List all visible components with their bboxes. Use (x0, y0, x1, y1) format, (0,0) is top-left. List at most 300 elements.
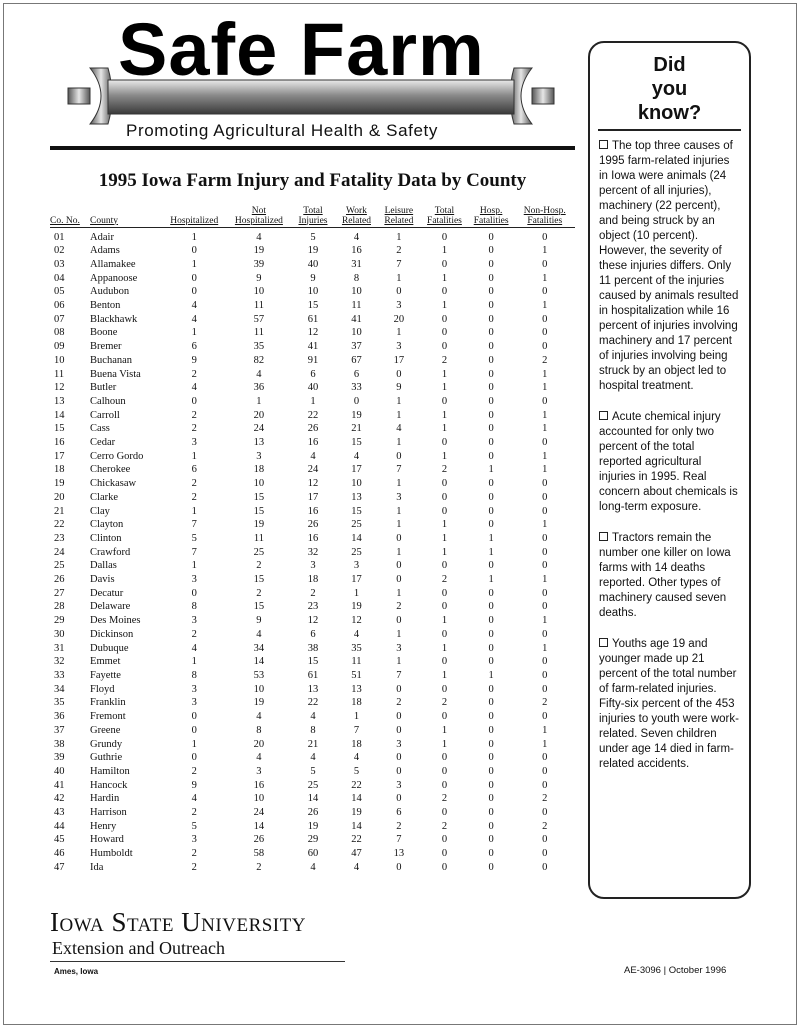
cell-hosp-fatalities: 0 (488, 683, 494, 695)
cell-leisure-related: 2 (396, 245, 402, 257)
cell-co-no: 13 (54, 395, 65, 407)
cell-not-hospitalized: 24 (253, 423, 265, 435)
cell-not-hospitalized: 8 (256, 724, 262, 736)
table-row (50, 381, 575, 395)
table-row (50, 669, 575, 683)
cell-county: Hancock (90, 779, 128, 791)
cell-county: Des Moines (90, 615, 141, 627)
table-row (50, 285, 575, 299)
cell-leisure-related: 0 (396, 532, 402, 544)
cell-hospitalized: 1 (191, 560, 197, 572)
cell-hospitalized: 2 (191, 423, 197, 435)
cell-hosp-fatalities: 0 (488, 368, 494, 380)
cell-hosp-fatalities: 0 (488, 341, 494, 353)
cell-not-hospitalized: 15 (253, 491, 265, 503)
header-nonhosp-fatalities: Non-Hosp. Fatalities (514, 197, 575, 227)
cell-county: Appanoose (90, 272, 138, 284)
cell-nonhosp-fatalities: 0 (542, 711, 548, 723)
table-row (50, 395, 575, 409)
cell-co-no: 47 (54, 861, 65, 873)
table-row (50, 724, 575, 738)
cell-not-hospitalized: 53 (253, 670, 265, 681)
table-row (50, 518, 575, 532)
cell-co-no: 29 (54, 615, 65, 627)
table-row (50, 272, 575, 286)
cell-not-hospitalized: 19 (253, 519, 265, 531)
cell-nonhosp-fatalities: 1 (542, 409, 548, 421)
cell-leisure-related: 3 (396, 341, 402, 353)
cell-county: Allamakee (90, 258, 136, 270)
cell-co-no: 32 (54, 656, 65, 668)
cell-not-hospitalized: 13 (253, 437, 265, 449)
cell-nonhosp-fatalities: 2 (542, 697, 548, 709)
cell-county: Hamilton (90, 765, 130, 777)
cell-total-fatalities: 1 (441, 409, 448, 421)
cell-leisure-related: 3 (396, 779, 402, 791)
cell-hospitalized: 3 (191, 615, 197, 627)
cell-nonhosp-fatalities: 2 (542, 820, 548, 832)
cell-hosp-fatalities: 0 (488, 313, 494, 325)
cell-county: Benton (90, 300, 121, 312)
cell-hospitalized: 1 (191, 258, 197, 270)
header-hosp-fatalities: Hosp. Fatalities (468, 197, 515, 227)
cell-nonhosp-fatalities: 1 (542, 245, 548, 257)
cell-total-injuries: 8 (310, 724, 316, 736)
cell-leisure-related: 1 (396, 628, 402, 640)
cell-nonhosp-fatalities: 0 (542, 491, 548, 503)
cell-hosp-fatalities: 0 (488, 382, 494, 394)
cell-hosp-fatalities: 0 (488, 300, 494, 312)
table-body (50, 227, 575, 875)
cell-total-fatalities: 1 (441, 368, 448, 380)
cell-total-injuries: 38 (307, 642, 319, 654)
cell-leisure-related: 1 (396, 409, 402, 421)
checkbox-icon (599, 638, 608, 647)
injury-data-table (50, 197, 575, 875)
cell-co-no: 28 (54, 601, 65, 613)
did-you-know-sidebar (588, 41, 751, 899)
cell-work-related: 15 (351, 505, 362, 517)
cell-total-injuries: 24 (307, 464, 319, 476)
cell-not-hospitalized: 2 (256, 560, 262, 572)
table-row (50, 546, 575, 560)
cell-hosp-fatalities: 1 (488, 464, 494, 476)
cell-hospitalized: 4 (191, 313, 197, 325)
cell-leisure-related: 0 (396, 711, 402, 723)
cell-work-related: 11 (351, 656, 362, 668)
cell-not-hospitalized: 15 (253, 601, 265, 613)
cell-county: Boone (90, 327, 118, 339)
cell-nonhosp-fatalities: 1 (542, 382, 548, 394)
checkbox-icon (599, 411, 608, 420)
cell-total-fatalities: 1 (441, 615, 448, 627)
cell-hospitalized: 3 (191, 834, 197, 846)
cell-nonhosp-fatalities: 0 (542, 807, 548, 819)
cell-work-related: 41 (351, 313, 362, 325)
cell-co-no: 25 (54, 560, 65, 572)
table-row (50, 861, 575, 875)
cell-total-fatalities: 0 (441, 505, 448, 517)
cell-total-injuries: 41 (307, 341, 319, 353)
cell-hosp-fatalities: 0 (488, 752, 494, 764)
table-row (50, 642, 575, 656)
cell-leisure-related: 7 (396, 258, 402, 270)
table-title: 1995 Iowa Farm Injury and Fatality Data by County (98, 170, 527, 191)
header-hospitalized: Hospitalized (160, 197, 228, 227)
cell-total-fatalities: 0 (441, 807, 448, 819)
cell-not-hospitalized: 14 (253, 656, 265, 668)
cell-not-hospitalized: 20 (253, 738, 265, 750)
cell-hospitalized: 8 (191, 670, 197, 681)
cell-hosp-fatalities: 0 (488, 505, 494, 517)
cell-not-hospitalized: 18 (253, 464, 265, 476)
cell-hosp-fatalities: 0 (488, 724, 494, 736)
cell-total-injuries: 14 (307, 793, 319, 805)
cell-hosp-fatalities: 0 (488, 807, 494, 819)
cell-total-fatalities: 0 (441, 834, 448, 846)
cell-not-hospitalized: 10 (253, 478, 265, 490)
cell-county: Fayette (90, 670, 121, 681)
cell-leisure-related: 1 (396, 327, 402, 339)
cell-work-related: 13 (351, 491, 362, 503)
cell-hosp-fatalities: 0 (488, 258, 494, 270)
cell-total-injuries: 25 (307, 779, 319, 791)
cell-total-fatalities: 0 (441, 656, 448, 668)
cell-leisure-related: 6 (396, 807, 402, 819)
header-not-hospitalized: Not Hospitalized (228, 197, 290, 227)
cell-work-related: 18 (351, 697, 362, 709)
cell-co-no: 43 (54, 807, 65, 819)
cell-hospitalized: 9 (191, 779, 197, 791)
cell-leisure-related: 1 (396, 587, 402, 599)
cell-hospitalized: 1 (191, 327, 197, 339)
cell-total-injuries: 26 (307, 423, 319, 435)
cell-work-related: 1 (353, 711, 360, 723)
cell-county: Emmet (90, 656, 121, 668)
cell-county: Davis (90, 574, 115, 586)
cell-nonhosp-fatalities: 1 (542, 519, 548, 531)
cell-co-no: 30 (54, 628, 65, 640)
cell-co-no: 04 (54, 272, 65, 284)
cell-leisure-related: 1 (396, 656, 402, 668)
cell-co-no: 05 (54, 286, 65, 298)
cell-work-related: 18 (351, 738, 362, 750)
table-row (50, 587, 575, 601)
cell-work-related: 17 (351, 464, 362, 476)
cell-not-hospitalized: 11 (253, 532, 264, 544)
cell-work-related: 25 (351, 519, 362, 531)
cell-hosp-fatalities: 0 (488, 491, 494, 503)
cell-not-hospitalized: 82 (253, 354, 265, 366)
cell-hospitalized: 2 (191, 491, 197, 503)
cell-co-no: 07 (54, 313, 65, 325)
cell-county: Butler (90, 382, 117, 394)
table-row (50, 600, 575, 614)
cell-total-injuries: 15 (307, 656, 319, 668)
cell-co-no: 11 (54, 368, 65, 380)
cell-leisure-related: 2 (396, 820, 402, 832)
table-row (50, 354, 575, 368)
header-county: County (86, 197, 160, 227)
cell-county: Delaware (90, 601, 131, 613)
cell-nonhosp-fatalities: 1 (542, 464, 548, 476)
fact-item (599, 139, 740, 394)
cell-not-hospitalized: 3 (256, 450, 262, 462)
cell-hospitalized: 0 (191, 272, 197, 284)
cell-total-injuries: 22 (307, 409, 319, 421)
cell-county: Buchanan (90, 354, 133, 366)
cell-total-fatalities: 0 (441, 286, 448, 298)
cell-work-related: 19 (351, 601, 362, 613)
cell-co-no: 37 (54, 724, 65, 736)
cell-total-injuries: 4 (310, 752, 316, 764)
cell-hospitalized: 4 (191, 793, 197, 805)
cell-county: Hardin (90, 793, 120, 805)
cell-total-fatalities: 1 (441, 272, 448, 284)
cell-hosp-fatalities: 0 (488, 656, 494, 668)
cell-total-fatalities: 0 (441, 341, 448, 353)
cell-co-no: 18 (54, 464, 65, 476)
cell-work-related: 22 (351, 779, 362, 791)
cell-work-related: 10 (351, 478, 362, 490)
cell-hosp-fatalities: 0 (488, 437, 494, 449)
cell-hosp-fatalities: 0 (488, 327, 494, 339)
cell-hosp-fatalities: 0 (488, 409, 494, 421)
cell-county: Grundy (90, 738, 123, 750)
cell-total-injuries: 4 (310, 711, 316, 723)
cell-leisure-related: 7 (396, 834, 402, 846)
cell-county: Crawford (90, 546, 131, 558)
cell-total-injuries: 5 (310, 765, 316, 777)
cell-total-fatalities: 1 (441, 546, 448, 558)
cell-nonhosp-fatalities: 0 (542, 601, 548, 613)
cell-total-injuries: 26 (307, 807, 319, 819)
cell-not-hospitalized: 3 (256, 765, 262, 777)
cell-total-injuries: 4 (310, 861, 316, 873)
cell-leisure-related: 2 (396, 697, 402, 709)
cell-total-injuries: 61 (307, 670, 319, 681)
cell-nonhosp-fatalities: 0 (542, 779, 548, 791)
cell-total-fatalities: 2 (441, 574, 448, 586)
cell-work-related: 3 (353, 560, 360, 572)
cell-county: Adams (90, 245, 120, 257)
cell-not-hospitalized: 24 (253, 807, 265, 819)
cell-co-no: 15 (54, 423, 65, 435)
cell-nonhosp-fatalities: 0 (542, 560, 548, 572)
cell-work-related: 12 (351, 615, 362, 627)
cell-not-hospitalized: 10 (253, 286, 265, 298)
cell-total-fatalities: 0 (441, 491, 448, 503)
cell-total-fatalities: 0 (441, 395, 448, 407)
cell-leisure-related: 4 (396, 423, 402, 435)
cell-not-hospitalized: 25 (253, 546, 265, 558)
cell-nonhosp-fatalities: 0 (542, 628, 548, 640)
cell-total-injuries: 21 (307, 738, 319, 750)
cell-total-fatalities: 1 (441, 245, 448, 257)
cell-hosp-fatalities: 1 (488, 670, 494, 681)
brand-title: Safe Farm (118, 8, 485, 91)
cell-not-hospitalized: 58 (253, 848, 265, 860)
cell-co-no: 39 (54, 752, 65, 764)
cell-leisure-related: 0 (396, 615, 402, 627)
cell-not-hospitalized: 9 (256, 272, 262, 284)
cell-hosp-fatalities: 1 (488, 546, 494, 558)
university-unit: Extension and Outreach (52, 938, 225, 958)
cell-leisure-related: 3 (396, 491, 402, 503)
cell-hospitalized: 0 (191, 587, 197, 599)
cell-leisure-related: 0 (396, 752, 402, 764)
cell-leisure-related: 13 (393, 848, 405, 860)
cell-work-related: 19 (351, 409, 362, 421)
cell-work-related: 5 (353, 765, 360, 777)
table-row (50, 326, 575, 340)
cell-total-injuries: 16 (307, 532, 319, 544)
cell-nonhosp-fatalities: 0 (542, 752, 548, 764)
cell-hosp-fatalities: 0 (488, 711, 494, 723)
cell-total-fatalities: 1 (441, 670, 448, 681)
cell-nonhosp-fatalities: 1 (542, 615, 548, 627)
cell-leisure-related: 0 (396, 861, 402, 873)
cell-co-no: 12 (54, 382, 65, 394)
cell-total-fatalities: 1 (441, 450, 448, 462)
cell-total-fatalities: 2 (441, 820, 448, 832)
cell-hospitalized: 2 (191, 848, 197, 860)
cell-hospitalized: 2 (191, 409, 197, 421)
cell-leisure-related: 0 (396, 793, 402, 805)
cell-hospitalized: 0 (191, 245, 197, 257)
cell-not-hospitalized: 36 (253, 382, 265, 394)
cell-hosp-fatalities: 0 (488, 519, 494, 531)
cell-co-no: 40 (54, 765, 65, 777)
cell-hosp-fatalities: 0 (488, 272, 494, 284)
cell-leisure-related: 9 (396, 382, 402, 394)
table-row (50, 847, 575, 861)
cell-hospitalized: 0 (191, 286, 197, 298)
cell-hosp-fatalities: 0 (488, 601, 494, 613)
cell-county: Greene (90, 724, 121, 736)
cell-work-related: 0 (353, 395, 360, 407)
header-total-fatalities: Total Fatalities (421, 197, 468, 227)
cell-co-no: 26 (54, 574, 65, 586)
brand-tagline: Promoting Agricultural Health & Safety (126, 121, 438, 140)
cell-leisure-related: 1 (396, 395, 402, 407)
cell-county: Blackhawk (90, 313, 138, 325)
cell-co-no: 14 (54, 409, 65, 421)
cell-total-injuries: 23 (307, 601, 319, 613)
cell-county: Clay (90, 505, 110, 517)
cell-nonhosp-fatalities: 0 (542, 587, 548, 599)
table-row (50, 409, 575, 423)
table-row (50, 833, 575, 847)
cell-hosp-fatalities: 0 (488, 848, 494, 860)
cell-work-related: 19 (351, 807, 362, 819)
cell-total-injuries: 40 (307, 258, 319, 270)
cell-total-fatalities: 2 (441, 464, 448, 476)
cell-hosp-fatalities: 0 (488, 738, 494, 750)
cell-not-hospitalized: 4 (256, 231, 262, 243)
cell-co-no: 31 (54, 642, 65, 654)
cell-co-no: 23 (54, 532, 65, 544)
cell-total-fatalities: 2 (441, 354, 448, 366)
cell-work-related: 14 (351, 820, 362, 832)
cell-leisure-related: 0 (396, 683, 402, 695)
cell-not-hospitalized: 4 (256, 628, 262, 640)
cell-total-injuries: 15 (307, 300, 319, 312)
cell-nonhosp-fatalities: 0 (542, 861, 548, 873)
cell-work-related: 22 (351, 834, 362, 846)
header-leisure-related: Leisure Related (377, 197, 422, 227)
cell-county: Guthrie (90, 752, 123, 764)
cell-co-no: 35 (54, 697, 65, 709)
cell-nonhosp-fatalities: 1 (542, 450, 548, 462)
cell-total-fatalities: 1 (441, 423, 448, 435)
table-row (50, 299, 575, 313)
table-row (50, 751, 575, 765)
cell-leisure-related: 3 (396, 642, 402, 654)
cell-total-injuries: 60 (307, 848, 319, 860)
cell-county: Audubon (90, 286, 130, 298)
cell-leisure-related: 0 (396, 560, 402, 572)
cell-not-hospitalized: 20 (253, 409, 265, 421)
cell-nonhosp-fatalities: 0 (542, 258, 548, 270)
cell-co-no: 27 (54, 587, 65, 599)
cell-total-fatalities: 0 (441, 560, 448, 572)
cell-work-related: 8 (353, 272, 360, 284)
cell-hosp-fatalities: 0 (488, 642, 494, 654)
university-name: Iowa State University (50, 907, 306, 937)
cell-county: Carroll (90, 409, 120, 421)
cell-nonhosp-fatalities: 2 (542, 354, 548, 366)
cell-hospitalized: 2 (191, 765, 197, 777)
cell-leisure-related: 7 (396, 670, 402, 681)
table-row (50, 765, 575, 779)
cell-county: Cerro Gordo (90, 450, 144, 462)
cell-hospitalized: 0 (191, 724, 197, 736)
cell-work-related: 35 (351, 642, 362, 654)
cell-not-hospitalized: 39 (253, 258, 265, 270)
cell-county: Henry (90, 820, 117, 832)
cell-not-hospitalized: 10 (253, 793, 265, 805)
masthead-rule (50, 146, 575, 150)
fact-text: Youths age 19 and younger made up 21 percent of the total number of farm-related injuries. Fifty-six percent of the 453 injuries to youth were work-related. Seven children under age 14 died in farm-related accidents. (599, 638, 739, 770)
location-text: Ames, Iowa (54, 967, 99, 976)
cell-county: Calhoun (90, 395, 126, 407)
cell-county: Howard (90, 834, 124, 846)
cell-work-related: 7 (353, 724, 360, 736)
fact-text: The top three causes of 1995 farm-related injuries in Iowa were animals (24 percent of all injuries), machinery (22 percent), and being struck by an object (10 percent). However, the severity of these injuries differs. Only 11 percent of the injuries caused by animals resulted in hospitalization while 16 percent of injuries involving machinery and 17 percent of injuries involving being struck by an object led to hospital treatment. (599, 140, 739, 392)
cell-not-hospitalized: 26 (253, 834, 265, 846)
cell-nonhosp-fatalities: 0 (542, 683, 548, 695)
cell-nonhosp-fatalities: 1 (542, 724, 548, 736)
cell-county: Dubuque (90, 642, 129, 654)
table-row (50, 614, 575, 628)
cell-co-no: 21 (54, 505, 65, 517)
cell-work-related: 14 (351, 793, 362, 805)
cell-co-no: 38 (54, 738, 65, 750)
cell-work-related: 11 (351, 300, 362, 312)
cell-hospitalized: 2 (191, 628, 197, 640)
cell-leisure-related: 7 (396, 464, 402, 476)
fact-item (599, 637, 740, 772)
cell-co-no: 17 (54, 450, 65, 462)
cell-county: Ida (90, 861, 104, 873)
cell-work-related: 51 (351, 670, 362, 681)
cell-leisure-related: 2 (396, 601, 402, 613)
cell-hospitalized: 1 (191, 231, 197, 243)
cell-nonhosp-fatalities: 0 (542, 341, 548, 353)
cell-total-injuries: 40 (307, 382, 319, 394)
cell-not-hospitalized: 4 (256, 711, 262, 723)
